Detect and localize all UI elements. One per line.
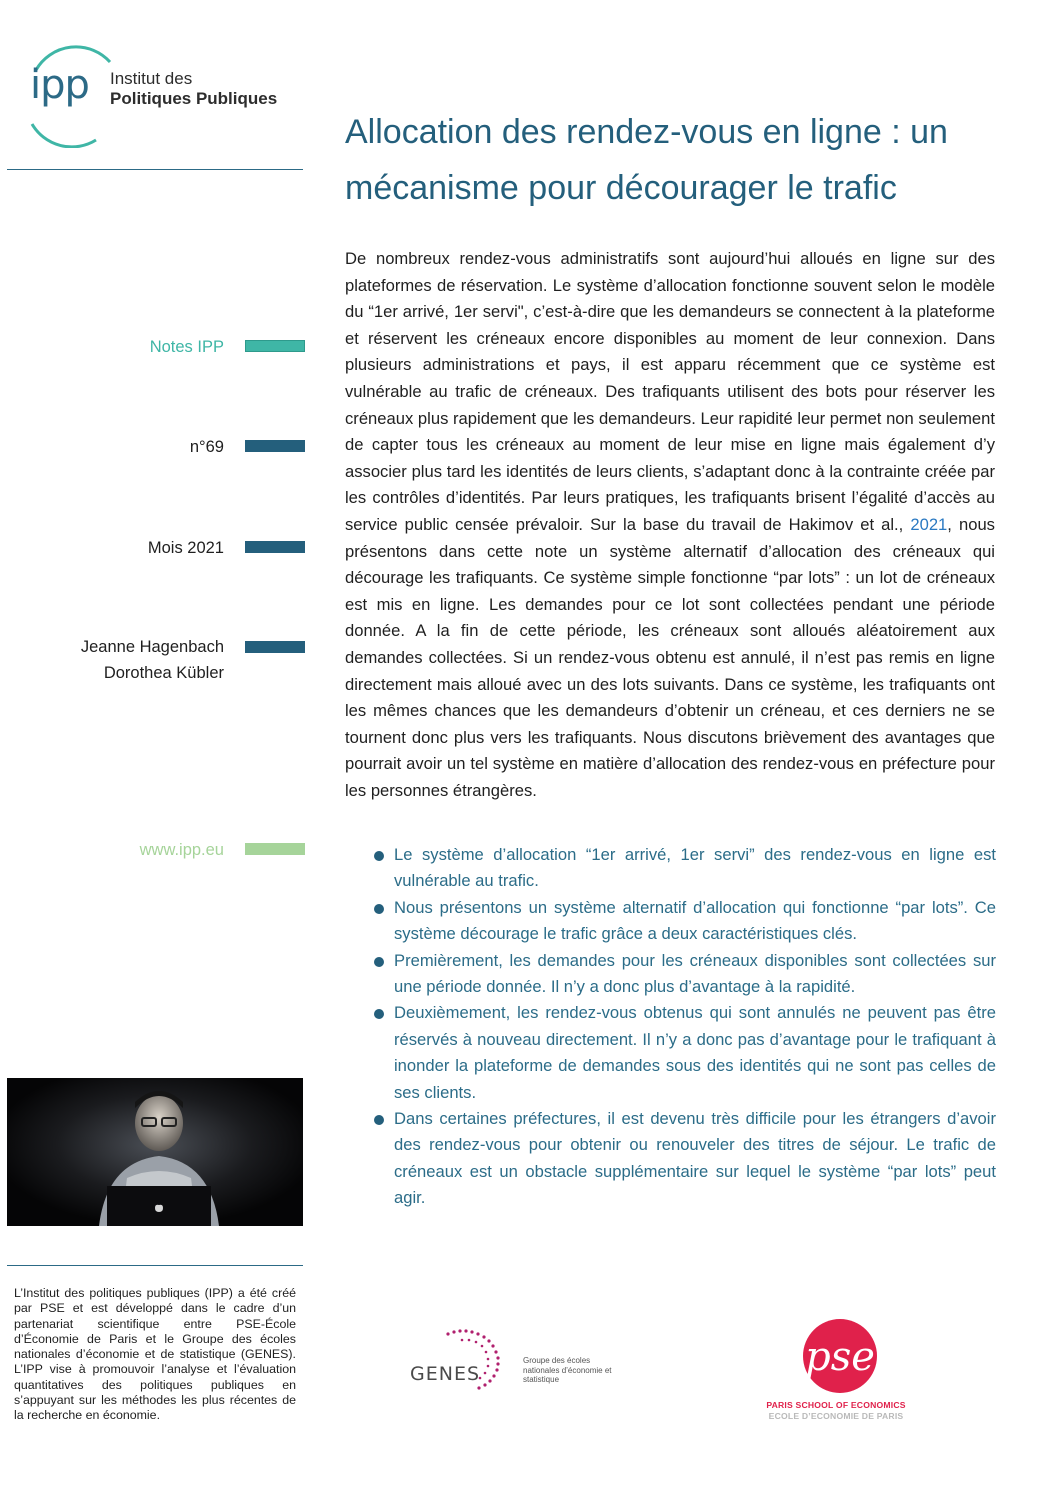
bullet-icon bbox=[374, 1115, 384, 1125]
abstract bbox=[345, 246, 995, 804]
issue-number: n°69 bbox=[189, 438, 224, 456]
pse-logo bbox=[760, 1318, 920, 1422]
page-title: Allocation des rendez-vous en ligne : un mécanisme pour décourager le trafic bbox=[345, 113, 948, 207]
key-point: Le système d’allocation “1er arrivé, 1er servi” des rendez-vous en ligne est vulnérable au trafic. bbox=[374, 842, 996, 895]
series-label: Notes IPP bbox=[149, 338, 224, 356]
publication-date: Mois 2021 bbox=[147, 539, 224, 557]
key-points-list bbox=[374, 842, 996, 1212]
genes-tagline: Groupe des écoles nationales d’économie et statistique bbox=[523, 1356, 612, 1384]
authors-bar bbox=[245, 641, 305, 653]
pse-line-1: PARIS SCHOOL OF ECONOMICS bbox=[766, 1400, 906, 1410]
genes-logo bbox=[408, 1326, 618, 1396]
key-point: Deuxièmement, les rendez-vous obtenus qui sont annulés ne peuvent pas être réservés à nouveau directement. Il n’y a donc pas d’avantage pour le trafiquant à inonder la plateforme de demandes sous des identités qui ne sont pas celles de ses clients. bbox=[374, 1000, 996, 1106]
key-point: Premièrement, les demandes pour les créneaux disponibles sont collectées sur une période donnée. Il n’y a donc plus d’avantage à la rapidité. bbox=[374, 948, 996, 1001]
series-bar bbox=[245, 340, 305, 352]
about-ipp: L’Institut des politiques publiques (IPP) a été créé par PSE et est développé dans le cadre d’un partenariat scientifique entre PSE-École d’Économie de Paris et le Groupe des écoles nationales d’économie et de statistique (GENES). L’IPP vise à promouvoir l’analyse et l’évaluation quantitatives des politiques publiques en s’appuyant sur les méthodes les plus récentes de la recherche en économie. bbox=[14, 1286, 296, 1423]
bottom-rule bbox=[7, 1265, 303, 1266]
key-point: Nous présentons un système alternatif d’allocation qui fonctionne “par lots”. Ce système décourage le trafic grâce a deux caractéristiques clés. bbox=[374, 895, 996, 948]
bullet-icon bbox=[374, 957, 384, 967]
person-laptop-image bbox=[7, 1078, 303, 1226]
abstract-text-2: , nous présentons dans cette note un système alternatif d’allocation des créneaux qui décourage les trafiquants. Ce système simple fonctionne “par lots” : un lot de créneaux est mis en ligne. Les demandes pour ce lot sont collectées pendant une période donnée. A la fin de cette période, les créneaux sont alloués aléatoirement aux demandes collectées. Si un rendez-vous obtenu est annulé, il n’est pas remis en ligne directement mais alloué avec un des lots suivants. Dans ce système, les trafiquants ont les mêmes chances que les demandeurs d’obtenir un créneau, et ces derniers ne se tournent donc plus vers les trafiquants. Nous discutons brièvement des avantages que pourrait avoir un tel système en matière d’allocation des rendez-vous en préfecture pour les personnes étrangères. bbox=[345, 514, 995, 800]
ipp-name-line2: Politiques Publiques bbox=[110, 89, 278, 108]
pse-line-2: ECOLE D’ECONOMIE DE PARIS bbox=[768, 1411, 904, 1421]
ipp-name-line1: Institut des bbox=[110, 69, 193, 88]
author-2: Dorothea Kübler bbox=[103, 664, 224, 682]
pse-emblem-icon bbox=[760, 1318, 912, 1400]
author-1: Jeanne Hagenbach bbox=[80, 638, 224, 656]
website-link[interactable]: www.ipp.eu bbox=[139, 841, 224, 859]
authors bbox=[81, 634, 224, 686]
key-point: Dans certaines préfectures, il est devenu très difficile pour les étrangers d’avoir des rendez-vous pour obtenir ou renouveler des titres de séjour. Le trafic de créneaux est un obstacle supplémentaire sur lequel le système “par lots” peut agir. bbox=[374, 1106, 996, 1212]
issue-bar bbox=[245, 440, 305, 452]
citation-link[interactable]: 2021 bbox=[910, 514, 948, 534]
top-rule bbox=[7, 169, 303, 170]
genes-name: GENES bbox=[410, 1363, 481, 1385]
cover-photo bbox=[7, 1078, 303, 1226]
bullet-icon bbox=[374, 1009, 384, 1019]
bullet-icon bbox=[374, 851, 384, 861]
genes-arc-icon bbox=[408, 1326, 518, 1396]
date-bar bbox=[245, 541, 305, 553]
pse-mark: pse bbox=[805, 1334, 875, 1380]
ipp-logo bbox=[22, 44, 312, 148]
website-bar bbox=[245, 843, 305, 855]
bullet-icon bbox=[374, 904, 384, 914]
ipp-name bbox=[110, 69, 277, 109]
ipp-mark: ipp bbox=[30, 62, 89, 108]
abstract-text-1: De nombreux rendez-vous administratifs sont aujourd’hui alloués en ligne sur des plateformes de réservation. Le système d’allocation fonctionne souvent selon le modèle du “1er arrivé, 1er servi", c’est-à-dire que les demandeurs se connectent à la plateforme et réservent les créneaux encore disponibles au moment de leur connexion. Dans plusieurs administrations et pays, il est apparu récemment que ce système est vulnérable au trafic de créneaux. Des trafiquants utilisent des bots pour réserver les créneaux plus rapidement que les demandeurs. Leur rapidité leur permet non seulement de capter tous les créneaux au moment de leur mise en ligne mais également d’y associer plus tard les identités de leurs clients, s’adaptant donc à la contrainte créée par les contrôles d’identités. Par leurs pratiques, les trafiquants brisent l’égalité d’accès au service public censée prévaloir. Sur la base du travail de Hakimov et al., bbox=[345, 249, 995, 534]
